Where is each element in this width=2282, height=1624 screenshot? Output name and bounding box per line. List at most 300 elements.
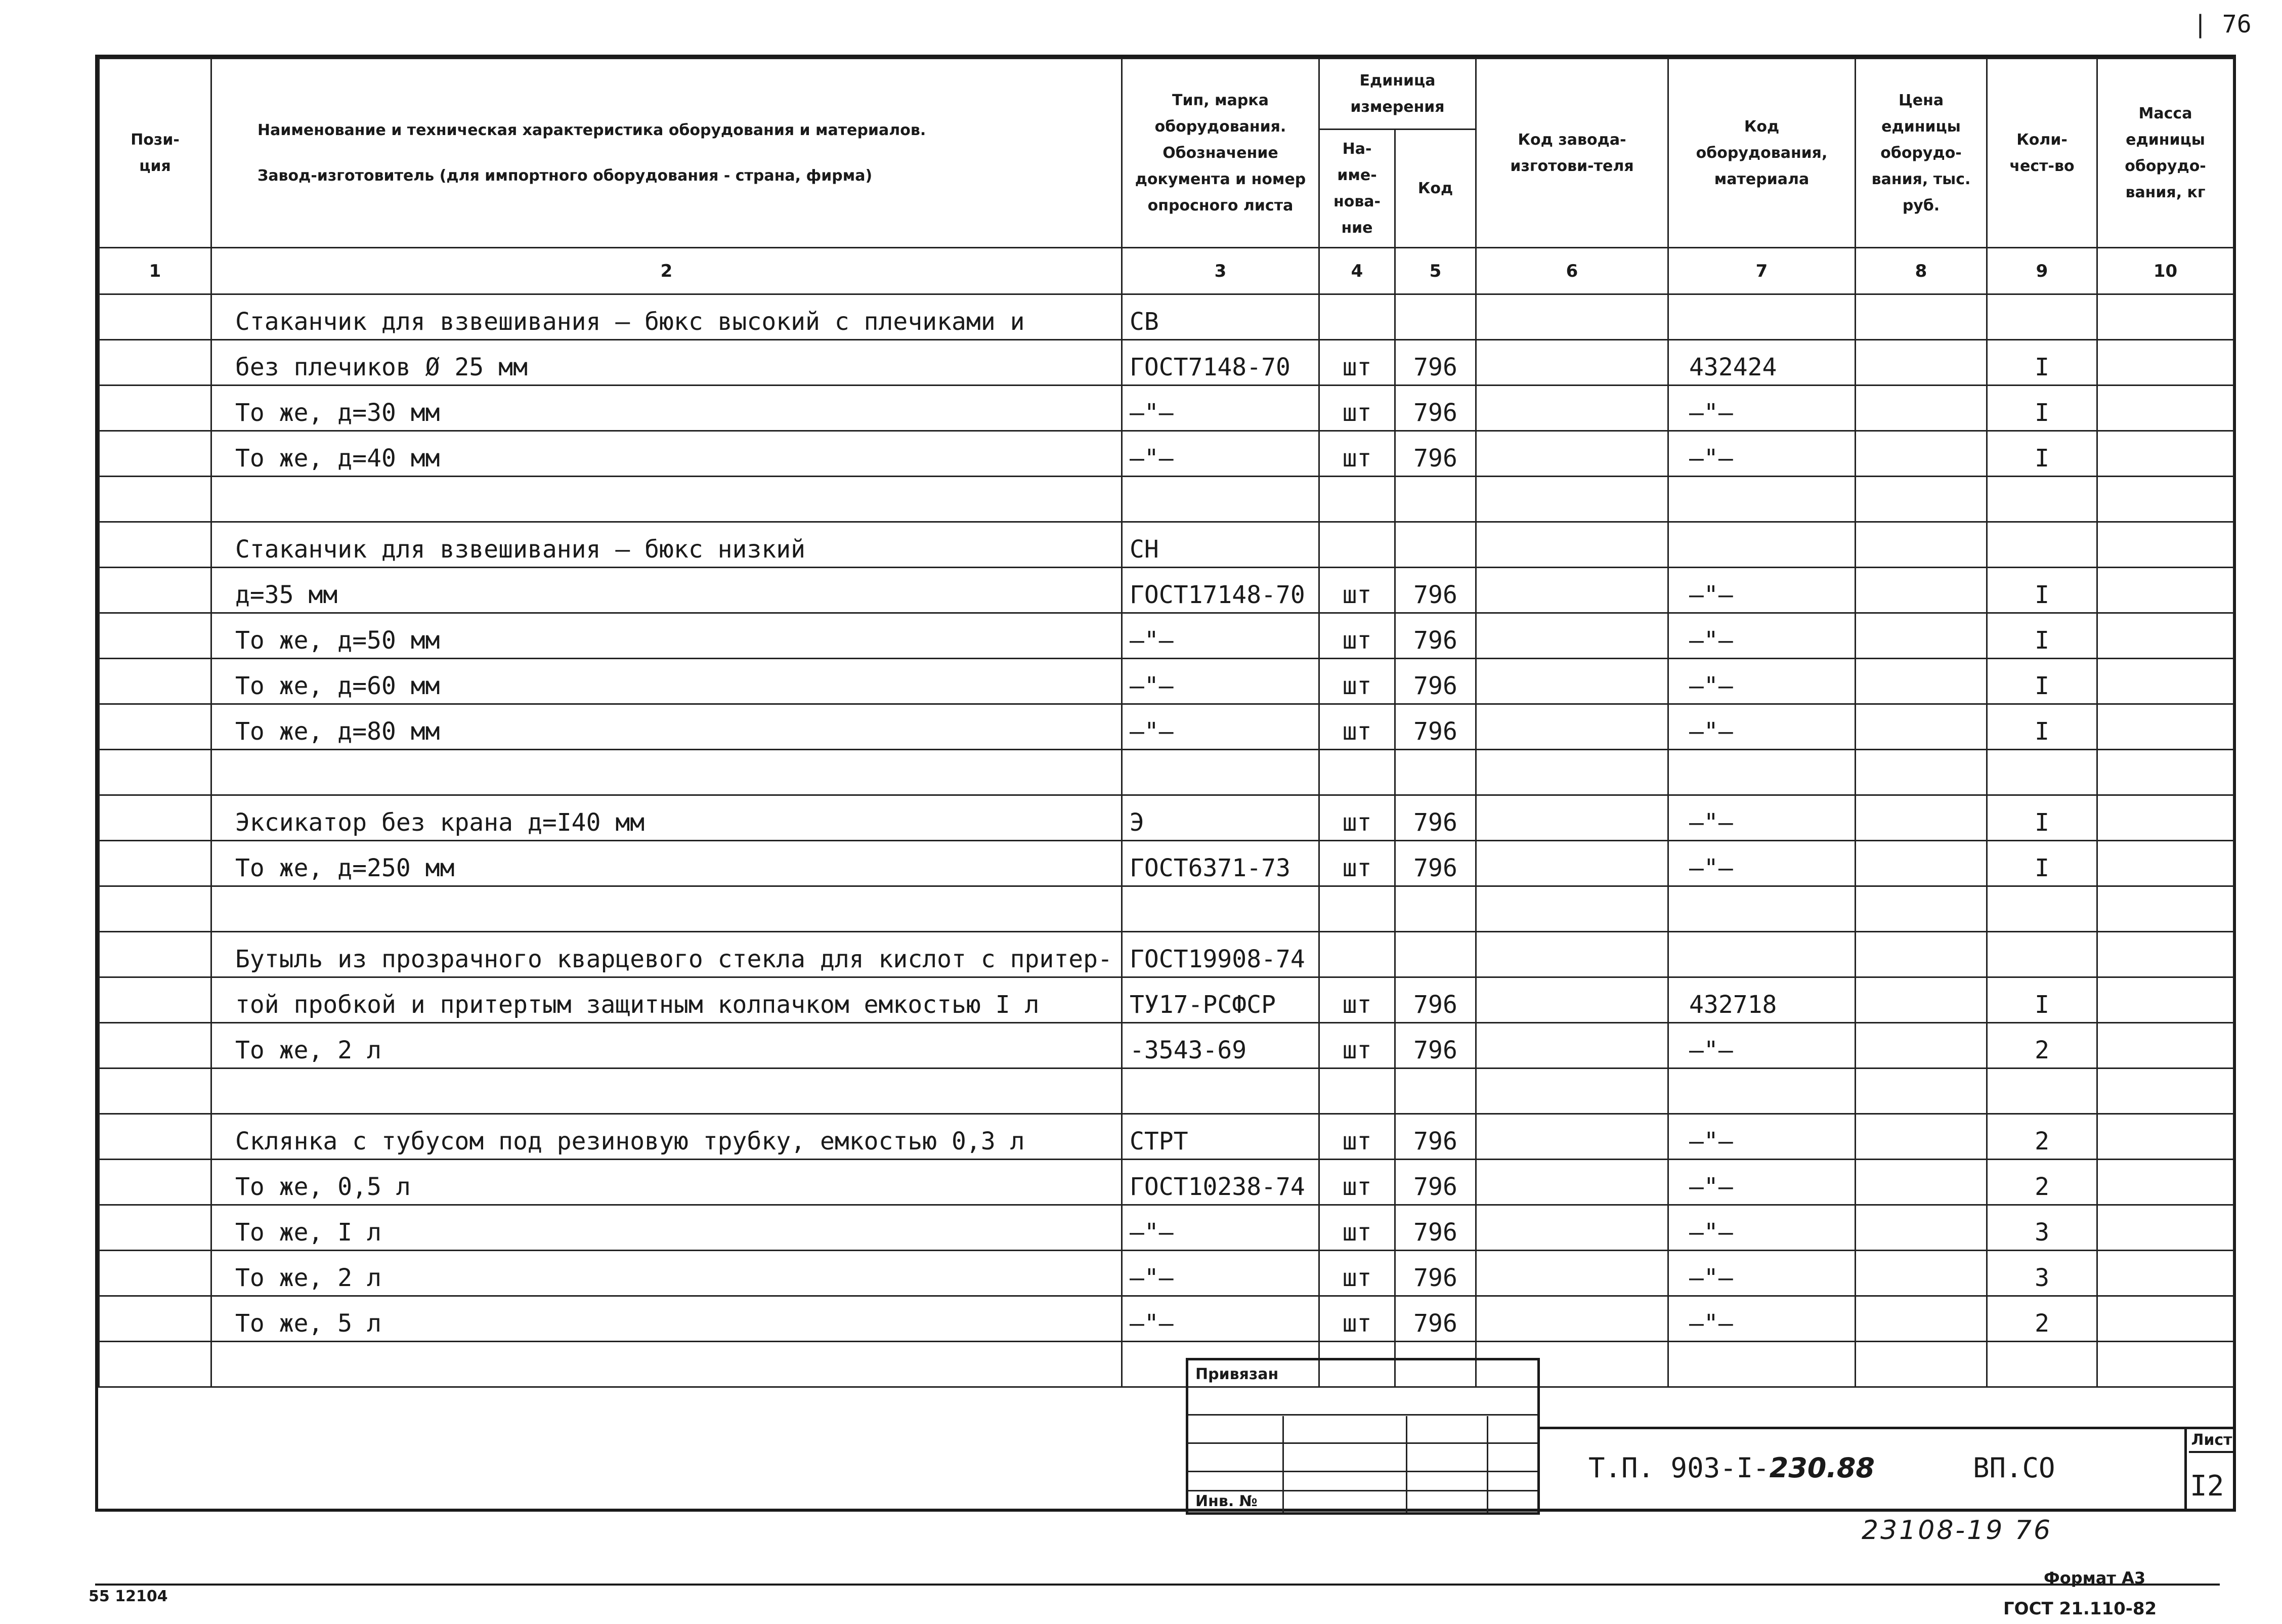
header-unit-code: Код	[1395, 130, 1476, 248]
quantity-cell: 2	[1987, 1114, 2097, 1160]
unit-code-cell	[1395, 294, 1476, 340]
name-cell: Эксикатор без крана д=I40 мм	[211, 795, 1122, 841]
name-cell: То же, д=80 мм	[211, 704, 1122, 750]
table-row	[99, 750, 2234, 795]
position-cell	[99, 886, 211, 932]
material-code-cell: –"–	[1668, 613, 1856, 659]
position-cell	[99, 1160, 211, 1205]
table-row	[99, 386, 2234, 431]
unit-code-cell	[1395, 522, 1476, 568]
name-cell	[211, 1342, 1122, 1387]
position-cell	[99, 1342, 211, 1387]
price-cell	[1856, 932, 1987, 977]
unit-code-cell	[1395, 477, 1476, 522]
mass-cell	[2097, 1023, 2234, 1069]
quantity-cell: I	[1987, 704, 2097, 750]
quantity-cell: 3	[1987, 1251, 2097, 1296]
material-code-cell	[1668, 477, 1856, 522]
quantity-cell	[1987, 1342, 2097, 1387]
name-cell: той пробкой и притертым защитным колпачком емкостью I л	[211, 977, 1122, 1023]
plant-code-cell	[1476, 613, 1668, 659]
mass-cell	[2097, 568, 2234, 613]
material-code-cell: –"–	[1668, 568, 1856, 613]
material-code-cell: –"–	[1668, 386, 1856, 431]
material-code-cell: –"–	[1668, 841, 1856, 886]
quantity-cell: 2	[1987, 1160, 2097, 1205]
position-cell	[99, 294, 211, 340]
material-code-cell	[1668, 886, 1856, 932]
price-cell	[1856, 841, 1987, 886]
specification-body	[99, 294, 2234, 1387]
price-cell	[1856, 704, 1987, 750]
name-cell: То же, 2 л	[211, 1023, 1122, 1069]
material-code-cell: –"–	[1668, 1160, 1856, 1205]
unit-code-cell: 796	[1395, 431, 1476, 477]
stamp-divider	[1188, 1414, 1537, 1416]
price-cell	[1856, 1296, 1987, 1342]
position-cell	[99, 522, 211, 568]
unit-code-cell	[1395, 1069, 1476, 1114]
type-cell	[1122, 477, 1319, 522]
unit-code-cell: 796	[1395, 977, 1476, 1023]
unit-name-cell: шт	[1319, 977, 1395, 1023]
price-cell	[1856, 386, 1987, 431]
quantity-cell: 2	[1987, 1023, 2097, 1069]
unit-code-cell: 796	[1395, 1114, 1476, 1160]
header-plant-code: Код завода-изготови-теля	[1476, 59, 1668, 248]
mass-cell	[2097, 522, 2234, 568]
price-cell	[1856, 340, 1987, 386]
plant-code-cell	[1476, 1069, 1668, 1114]
plant-code-cell	[1476, 1296, 1668, 1342]
type-cell: ГОСТ17148-70	[1122, 568, 1319, 613]
stamp-divider	[1188, 1490, 1537, 1491]
name-cell: без плечиков Ø 25 мм	[211, 340, 1122, 386]
table-row	[99, 704, 2234, 750]
quantity-cell: 2	[1987, 1296, 2097, 1342]
unit-name-cell	[1319, 750, 1395, 795]
header-name	[211, 59, 1122, 248]
specification-table	[98, 58, 2234, 1388]
plant-code-cell	[1476, 750, 1668, 795]
table-row	[99, 568, 2234, 613]
mass-cell	[2097, 977, 2234, 1023]
unit-name-cell: шт	[1319, 795, 1395, 841]
material-code-cell: –"–	[1668, 1023, 1856, 1069]
type-cell: СТРТ	[1122, 1114, 1319, 1160]
unit-name-cell: шт	[1319, 1205, 1395, 1251]
page-corner-number: | 76	[2193, 10, 2252, 38]
material-code-cell: –"–	[1668, 1114, 1856, 1160]
mass-cell	[2097, 886, 2234, 932]
unit-name-cell	[1319, 294, 1395, 340]
table-row	[99, 1023, 2234, 1069]
type-cell: –"–	[1122, 704, 1319, 750]
quantity-cell: I	[1987, 386, 2097, 431]
unit-code-cell: 796	[1395, 1296, 1476, 1342]
material-code-cell: –"–	[1668, 659, 1856, 704]
title-block-border	[1538, 1427, 2185, 1429]
name-cell: То же, д=50 мм	[211, 613, 1122, 659]
plant-code-cell	[1476, 477, 1668, 522]
position-cell	[99, 1296, 211, 1342]
document-code-handwritten: 230.88	[1769, 1452, 1875, 1484]
plant-code-cell	[1476, 1205, 1668, 1251]
mass-cell	[2097, 431, 2234, 477]
plant-code-cell	[1476, 795, 1668, 841]
unit-name-cell	[1319, 932, 1395, 977]
price-cell	[1856, 477, 1987, 522]
table-row	[99, 977, 2234, 1023]
price-cell	[1856, 750, 1987, 795]
table-row	[99, 1069, 2234, 1114]
material-code-cell: –"–	[1668, 1205, 1856, 1251]
plant-code-cell	[1476, 704, 1668, 750]
price-cell	[1856, 1342, 1987, 1387]
material-code-cell: –"–	[1668, 795, 1856, 841]
header-position: Пози- ция	[99, 59, 211, 248]
price-cell	[1856, 522, 1987, 568]
unit-code-cell: 796	[1395, 1023, 1476, 1069]
plant-code-cell	[1476, 340, 1668, 386]
unit-code-cell: 796	[1395, 659, 1476, 704]
header-quantity: Коли-чест-во	[1987, 59, 2097, 248]
mass-cell	[2097, 477, 2234, 522]
stamp-divider	[1188, 1471, 1537, 1472]
plant-code-cell	[1476, 977, 1668, 1023]
column-number: 1	[99, 248, 211, 294]
name-cell: Бутыль из прозрачного кварцевого стекла для кислот с притер-	[211, 932, 1122, 977]
quantity-cell: 3	[1987, 1205, 2097, 1251]
mass-cell	[2097, 340, 2234, 386]
plant-code-cell	[1476, 1114, 1668, 1160]
name-cell: д=35 мм	[211, 568, 1122, 613]
unit-name-cell	[1319, 522, 1395, 568]
quantity-cell: I	[1987, 568, 2097, 613]
mass-cell	[2097, 1296, 2234, 1342]
plant-code-cell	[1476, 659, 1668, 704]
position-cell	[99, 1114, 211, 1160]
type-cell: –"–	[1122, 431, 1319, 477]
gost-label: ГОСТ 21.110-82	[2003, 1599, 2157, 1619]
type-cell: –"–	[1122, 1205, 1319, 1251]
table-row	[99, 1342, 2234, 1387]
stamp-divider	[1282, 1416, 1284, 1512]
plant-code-cell	[1476, 386, 1668, 431]
material-code-cell	[1668, 1069, 1856, 1114]
material-code-cell	[1668, 294, 1856, 340]
position-cell	[99, 613, 211, 659]
plant-code-cell	[1476, 841, 1668, 886]
unit-name-cell: шт	[1319, 431, 1395, 477]
mass-cell	[2097, 386, 2234, 431]
table-row	[99, 1205, 2234, 1251]
unit-code-cell	[1395, 932, 1476, 977]
mass-cell	[2097, 795, 2234, 841]
stamp-divider	[1406, 1416, 1407, 1512]
table-row	[99, 841, 2234, 886]
column-number: 5	[1395, 248, 1476, 294]
unit-name-cell: шт	[1319, 841, 1395, 886]
sheet-label: Лист	[2189, 1431, 2234, 1453]
mass-cell	[2097, 932, 2234, 977]
column-number: 7	[1668, 248, 1856, 294]
quantity-cell	[1987, 522, 2097, 568]
unit-name-cell: шт	[1319, 386, 1395, 431]
mass-cell	[2097, 1160, 2234, 1205]
price-cell	[1856, 977, 1987, 1023]
stamp-divider	[1188, 1442, 1537, 1444]
name-cell	[211, 477, 1122, 522]
stamp-divider	[1487, 1416, 1488, 1512]
quantity-cell: I	[1987, 431, 2097, 477]
material-code-cell: –"–	[1668, 1251, 1856, 1296]
plant-code-cell	[1476, 886, 1668, 932]
table-row	[99, 659, 2234, 704]
material-code-cell: 432424	[1668, 340, 1856, 386]
quantity-cell	[1987, 932, 2097, 977]
header-name-line1: Наименование и техническая характеристика оборудования и материалов.	[257, 121, 926, 139]
header-type: Тип, марка оборудования. Обозначение документа и номер опросного листа	[1122, 59, 1319, 248]
position-cell	[99, 932, 211, 977]
quantity-cell	[1987, 294, 2097, 340]
unit-name-cell: шт	[1319, 1251, 1395, 1296]
type-cell: –"–	[1122, 613, 1319, 659]
position-cell	[99, 1205, 211, 1251]
unit-code-cell: 796	[1395, 1205, 1476, 1251]
unit-code-cell: 796	[1395, 795, 1476, 841]
unit-code-cell: 796	[1395, 1160, 1476, 1205]
type-cell: ГОСТ10238-74	[1122, 1160, 1319, 1205]
archive-number: 55 12104	[89, 1588, 168, 1605]
plant-code-cell	[1476, 294, 1668, 340]
position-cell	[99, 659, 211, 704]
type-cell: СВ	[1122, 294, 1319, 340]
material-code-cell	[1668, 750, 1856, 795]
quantity-cell	[1987, 886, 2097, 932]
mass-cell	[2097, 613, 2234, 659]
mass-cell	[2097, 1251, 2234, 1296]
table-row	[99, 522, 2234, 568]
table-row	[99, 431, 2234, 477]
price-cell	[1856, 1069, 1987, 1114]
unit-name-cell: шт	[1319, 1160, 1395, 1205]
quantity-cell	[1987, 1069, 2097, 1114]
position-cell	[99, 795, 211, 841]
column-number-row	[99, 248, 2234, 294]
position-cell	[99, 386, 211, 431]
unit-code-cell: 796	[1395, 1251, 1476, 1296]
mass-cell	[2097, 1114, 2234, 1160]
quantity-cell: I	[1987, 841, 2097, 886]
column-number: 9	[1987, 248, 2097, 294]
unit-name-cell	[1319, 886, 1395, 932]
unit-name-cell	[1319, 1069, 1395, 1114]
price-cell	[1856, 1160, 1987, 1205]
unit-code-cell	[1395, 886, 1476, 932]
header-material-code: Код оборудования, материала	[1668, 59, 1856, 248]
unit-code-cell: 796	[1395, 340, 1476, 386]
table-row	[99, 340, 2234, 386]
plant-code-cell	[1476, 932, 1668, 977]
name-cell	[211, 1069, 1122, 1114]
position-cell	[99, 1069, 211, 1114]
name-cell: То же, д=40 мм	[211, 431, 1122, 477]
table-row	[99, 294, 2234, 340]
mass-cell	[2097, 1069, 2234, 1114]
mass-cell	[2097, 1342, 2234, 1387]
type-cell: –"–	[1122, 1251, 1319, 1296]
quantity-cell: I	[1987, 659, 2097, 704]
mass-cell	[2097, 659, 2234, 704]
table-row	[99, 1114, 2234, 1160]
type-cell: –"–	[1122, 386, 1319, 431]
sheet-number: I2	[2190, 1470, 2224, 1503]
price-cell	[1856, 431, 1987, 477]
unit-name-cell: шт	[1319, 704, 1395, 750]
sheet-number-box	[2184, 1427, 2236, 1512]
plant-code-cell	[1476, 568, 1668, 613]
name-cell	[211, 750, 1122, 795]
handwritten-inventory-number: 23108-19 76	[1862, 1515, 2053, 1546]
header-price: Цена единицы оборудо-вания, тыс. руб.	[1856, 59, 1987, 248]
table-row	[99, 886, 2234, 932]
mass-cell	[2097, 841, 2234, 886]
type-cell	[1122, 1069, 1319, 1114]
table-row	[99, 613, 2234, 659]
position-cell	[99, 750, 211, 795]
price-cell	[1856, 294, 1987, 340]
inventory-number-label: Инв. №	[1195, 1492, 1258, 1510]
linked-label: Привязан	[1195, 1365, 1279, 1383]
table-row	[99, 1296, 2234, 1342]
table-row	[99, 1160, 2234, 1205]
type-cell	[1122, 750, 1319, 795]
name-cell: Стаканчик для взвешивания – бюкс высокий с плечиками и	[211, 294, 1122, 340]
specification-sheet	[95, 55, 2236, 1512]
name-cell: То же, д=60 мм	[211, 659, 1122, 704]
column-number: 8	[1856, 248, 1987, 294]
header-unit-name: На-име-нова-ние	[1319, 130, 1395, 248]
mass-cell	[2097, 1205, 2234, 1251]
name-cell: То же, 2 л	[211, 1251, 1122, 1296]
document-code	[1588, 1452, 1875, 1484]
name-cell: То же, 5 л	[211, 1296, 1122, 1342]
unit-name-cell: шт	[1319, 659, 1395, 704]
position-cell	[99, 841, 211, 886]
unit-name-cell: шт	[1319, 340, 1395, 386]
type-cell: –"–	[1122, 1296, 1319, 1342]
unit-code-cell: 796	[1395, 841, 1476, 886]
plant-code-cell	[1476, 431, 1668, 477]
unit-name-cell: шт	[1319, 1296, 1395, 1342]
position-cell	[99, 568, 211, 613]
unit-code-cell: 796	[1395, 568, 1476, 613]
price-cell	[1856, 886, 1987, 932]
price-cell	[1856, 795, 1987, 841]
price-cell	[1856, 1251, 1987, 1296]
quantity-cell	[1987, 750, 2097, 795]
name-cell: Склянка с тубусом под резиновую трубку, емкостью 0,3 л	[211, 1114, 1122, 1160]
plant-code-cell	[1476, 1023, 1668, 1069]
table-row	[99, 1251, 2234, 1296]
unit-name-cell: шт	[1319, 568, 1395, 613]
material-code-cell: –"–	[1668, 704, 1856, 750]
price-cell	[1856, 568, 1987, 613]
name-cell: Стаканчик для взвешивания – бюкс низкий	[211, 522, 1122, 568]
name-cell: То же, д=30 мм	[211, 386, 1122, 431]
column-number: 6	[1476, 248, 1668, 294]
type-cell: СН	[1122, 522, 1319, 568]
unit-name-cell: шт	[1319, 613, 1395, 659]
name-cell: То же, I л	[211, 1205, 1122, 1251]
material-code-cell	[1668, 932, 1856, 977]
format-label: Формат А3	[2044, 1568, 2146, 1588]
quantity-cell: I	[1987, 340, 2097, 386]
price-cell	[1856, 659, 1987, 704]
column-number: 3	[1122, 248, 1319, 294]
type-cell: Э	[1122, 795, 1319, 841]
name-cell	[211, 886, 1122, 932]
mass-cell	[2097, 750, 2234, 795]
position-cell	[99, 977, 211, 1023]
price-cell	[1856, 613, 1987, 659]
unit-name-cell	[1319, 477, 1395, 522]
type-cell: ГОСТ7148-70	[1122, 340, 1319, 386]
unit-name-cell: шт	[1319, 1023, 1395, 1069]
name-cell: То же, 0,5 л	[211, 1160, 1122, 1205]
quantity-cell: I	[1987, 613, 2097, 659]
mass-cell	[2097, 294, 2234, 340]
material-code-cell: 432718	[1668, 977, 1856, 1023]
unit-code-cell	[1395, 750, 1476, 795]
bottom-rule	[95, 1584, 2220, 1586]
unit-code-cell: 796	[1395, 704, 1476, 750]
position-cell	[99, 340, 211, 386]
column-number: 2	[211, 248, 1122, 294]
quantity-cell	[1987, 477, 2097, 522]
type-cell: ГОСТ19908-74	[1122, 932, 1319, 977]
document-section: ВП.СО	[1973, 1452, 2055, 1484]
plant-code-cell	[1476, 1160, 1668, 1205]
mass-cell	[2097, 704, 2234, 750]
type-cell: ТУ17-РСФСР	[1122, 977, 1319, 1023]
material-code-cell: –"–	[1668, 431, 1856, 477]
material-code-cell	[1668, 1342, 1856, 1387]
header-name-line2: Завод-изготовитель (для импортного оборудования - страна, фирма)	[257, 166, 873, 185]
name-cell: То же, д=250 мм	[211, 841, 1122, 886]
position-cell	[99, 704, 211, 750]
unit-code-cell: 796	[1395, 613, 1476, 659]
plant-code-cell	[1476, 1251, 1668, 1296]
price-cell	[1856, 1205, 1987, 1251]
header-unit-group: Единица измерения	[1319, 59, 1476, 130]
position-cell	[99, 431, 211, 477]
header-mass: Масса единицы оборудо-вания, кг	[2097, 59, 2234, 248]
position-cell	[99, 1023, 211, 1069]
material-code-cell	[1668, 522, 1856, 568]
position-cell	[99, 1251, 211, 1296]
type-cell: ГОСТ6371-73	[1122, 841, 1319, 886]
type-cell: -3543-69	[1122, 1023, 1319, 1069]
table-row	[99, 477, 2234, 522]
price-cell	[1856, 1114, 1987, 1160]
plant-code-cell	[1476, 522, 1668, 568]
position-cell	[99, 477, 211, 522]
price-cell	[1856, 1023, 1987, 1069]
unit-code-cell: 796	[1395, 386, 1476, 431]
type-cell: –"–	[1122, 659, 1319, 704]
